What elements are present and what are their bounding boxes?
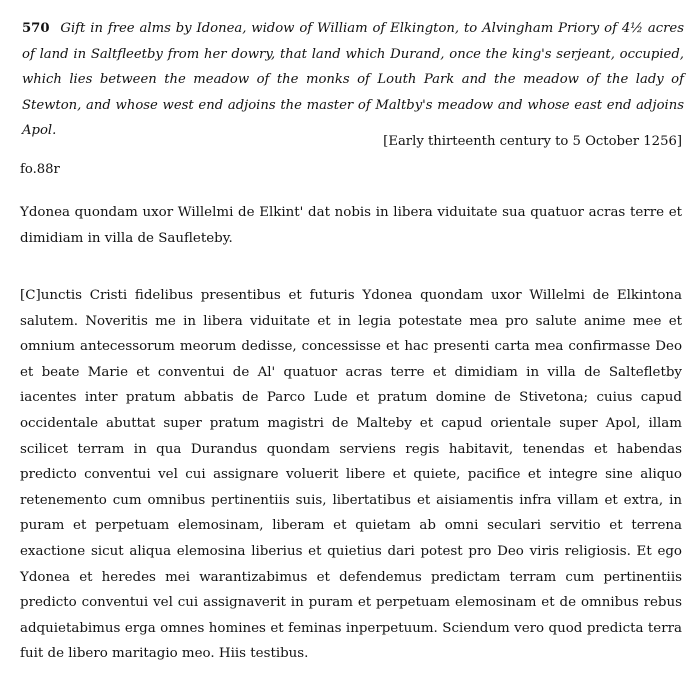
entry-header [22, 16, 684, 144]
entry-date: [Early thirteenth century to 5 October 1256] [383, 134, 682, 149]
charter-text-paragraph: [C]unctis Cristi fidelibus presentibus et futuris Ydonea quondam uxor Willelmi de Elkintona salutem. Noveritis me in libera viduitate et in legia potestate mea pro salute anime mee et omnium antecessorum meorum dedisse, concessisse et hac presenti carta mea confirmasse Deo et beate Marie et conventui de Al' quatuor acras terre et dimidiam in villa de Saltefletby iacentes inter pratum abbatis de Parco Lude et pratum domine de Stivetona; cuius capud occidentale abuttat super pratum magistri de Malteby et capud orientale super Apol, illam scilicet terram in qua Durandus quondam serviens regis habitavit, tenendas et habendas predicto conventui vel cui assignare voluerit libere et quiete, pacifice et integre sine aliquo retenemento cum omnibus pertinentiis suis, libertatibus et aisiamentis infra villam et extra, in puram et perpetuam elemosinam, liberam et quietam ab omni seculari servitio et terrena exactione sicut aliqua elemosina liberius et quietius dari potest pro Deo viris religiosis. Et ego Ydonea et heredes mei warantizabimus et defendemus predictam terram cum pertinentiis predicto conventui vel cui assignaverit in puram et perpetuam elemosinam et de omnibus rebus adquietabimus erga omnes homines et feminas inperpetuum. Sciendum vero quod predicta terra fuit de libero maritagio meo. Hiis testibus. [20, 288, 682, 662]
folio-reference: fo.88r [20, 162, 60, 177]
entry-number: 570 [22, 21, 50, 36]
entry-summary: Gift in free alms by Idonea, widow of William of Elkington, to Alvingham Priory of 4½ acres of land in Saltfleetby from her dowry, that land which Durand, once the king's serjeant, occupied, which lies between the meadow of the monks of Louth Park and the meadow of the lady of Stewton, and whose west end adjoins the master of Maltby's meadow and whose east end adjoins Apol. [22, 21, 684, 138]
rubric-paragraph: Ydonea quondam uxor Willelmi de Elkint' dat nobis in libera viduitate sua quatuor acras terre et dimidiam in villa de Saufleteby. [20, 205, 682, 246]
